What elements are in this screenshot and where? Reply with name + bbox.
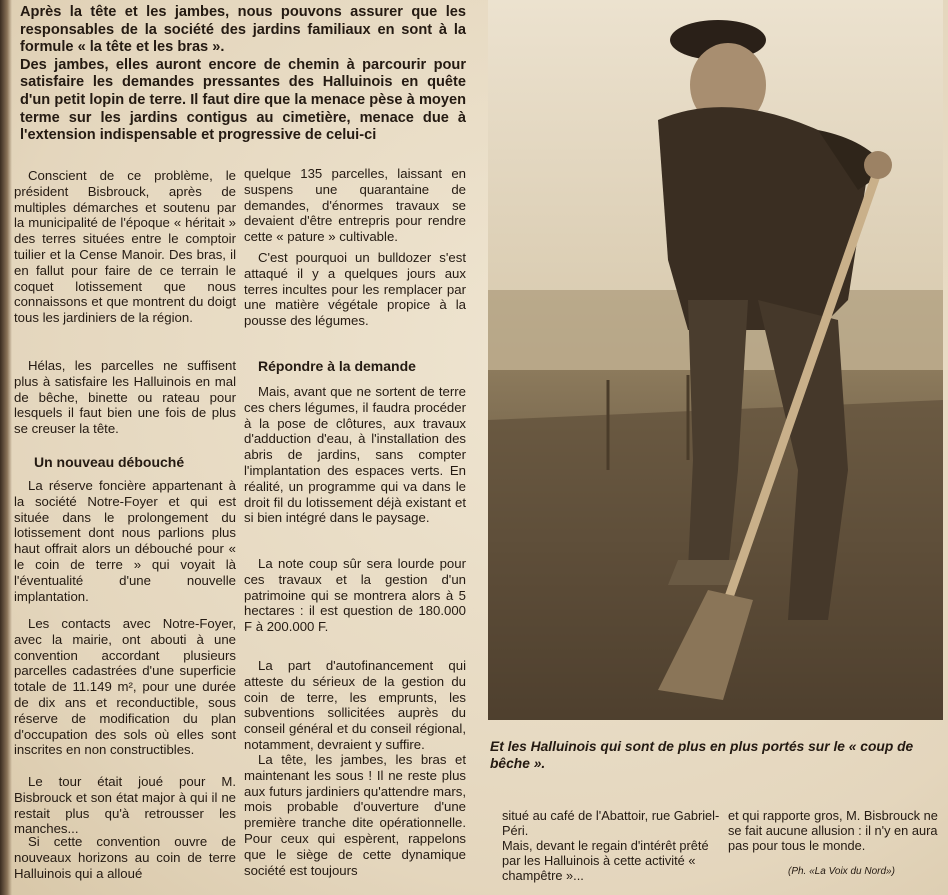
col1-paragraph-2: Hélas, les parcelles ne suffisent plus à satisfaire les Halluinois en mal de bêche, binette ou rateau pour lesquels il faut bien une fois de plus se creuser la tête.	[14, 358, 236, 437]
subheading-nouveau-debouche: Un nouveau débouché	[34, 454, 185, 470]
col2-paragraph-5: La part d'autofinancement qui atteste du sérieux de la gestion du coin de terre, les emprunts, les subventions sollicitées auprès du conseil général et du conseil régional, notamment, devraient y suffire.	[244, 658, 466, 752]
col2-paragraph-2: C'est pourquoi un bulldozer s'est attaqué il y a quelques jours aux terres incultes pour les remplacer par une matière végétale propice à la pousse des légumes.	[244, 250, 466, 329]
photo-caption: Et les Halluinois qui sont de plus en plus portés sur le « coup de bêche ».	[490, 739, 914, 771]
col2-paragraph-4: La note coup sûr sera lourde pour ces travaux et la gestion d'un patrimoine qui se montrera alors à 5 hectares : il est question de 180.000 F à 200.000 F.	[244, 556, 466, 635]
page-fold-shadow	[0, 0, 12, 895]
gardener-photo	[488, 0, 943, 720]
column-3: situé au café de l'Abattoir, rue Gabriel-Péri. Mais, devant le regain d'intérêt prêté par les Halluinois à cette activité « champêtre »...	[502, 808, 720, 883]
col1-paragraph-4: Les contacts avec Notre-Foyer, avec la mairie, ont abouti à une convention accordant plusieurs parcelles cadastrées d'une superficie totale de 11.149 m², pour une durée de dix ans et reconductible, sous réserve de modification du plan d'occupation des sols où elles sont inscrites en non constructibles.	[14, 616, 236, 758]
col1-paragraph-1: Conscient de ce problème, le président Bisbrouck, après de multiples démarches et soutenu par la municipalité de l'époque « héritait » des terres situées entre le comptoir tuilier et la Cense Manoir. Des bras, il en fallut pour faire de ce terrain le coquet lotissement que nous connaissons et que montrent du doigt tous les jardiniers de la région.	[14, 168, 236, 326]
subheading-repondre-demande: Répondre à la demande	[258, 358, 416, 374]
col2-paragraph-3: Mais, avant que ne sortent de terre ces chers légumes, il faudra procéder à la pose de clôtures, aux travaux d'adduction d'eau, à l'installation des abris de jardins, sans compter l'implantation des espaces verts. En réalité, un programme qui va dans le droit fil du lotissement déjà existant et si bien intégré dans le paysage.	[244, 384, 466, 526]
article-lead: Après la tête et les jambes, nous pouvons assurer que les responsables de la société des jardins familiaux en sont à la formule « la tête et les bras ». Des jambes, elles auront encore de chemin à parcourir pour satisfaire les demandes pressantes des Halluinois en quête d'un petit lopin de terre. Il faut dire que la menace pèse à moyen terme sur les jardins contigus au cimetière, menace due à l'extension indispensable et progressive de celui-ci	[20, 4, 466, 144]
photo-credit: (Ph. «La Voix du Nord»)	[788, 866, 895, 877]
column-4: et qui rapporte gros, M. Bisbrouck ne se fait aucune allusion : il n'y en aura pas pour tous le monde.	[728, 808, 938, 853]
col1-paragraph-6: Si cette convention ouvre de nouveaux horizons au coin de terre Halluinois qui a alloué	[14, 834, 236, 881]
col1-paragraph-5: Le tour était joué pour M. Bisbrouck et son état major à qui il ne restait plus qu'à retrousser les manches...	[14, 774, 236, 837]
col1-paragraph-3: La réserve foncière appartenant à la société Notre-Foyer et qui est située dans le prolongement du lotissement dont nous parlions plus haut offrait alors un débouché pour « le coin de terre » qui voyait là l'éventualité d'une nouvelle implantation.	[14, 478, 236, 604]
col2-paragraph-6: La tête, les jambes, les bras et maintenant les sous ! Il ne reste plus aux futurs jardiniers qu'attendre mars, mois probable d'ouverture d'une première tranche dite opérationnelle. Pour ceux qui espèrent, rappelons que le siège de cette dynamique société est toujours	[244, 752, 466, 878]
col2-paragraph-1: quelque 135 parcelles, laissant en suspens une quarantaine de demandes, d'énormes travaux se devaient d'être entrepris pour rendre cette « pature » cultivable.	[244, 166, 466, 245]
photo-illustration	[488, 0, 943, 720]
